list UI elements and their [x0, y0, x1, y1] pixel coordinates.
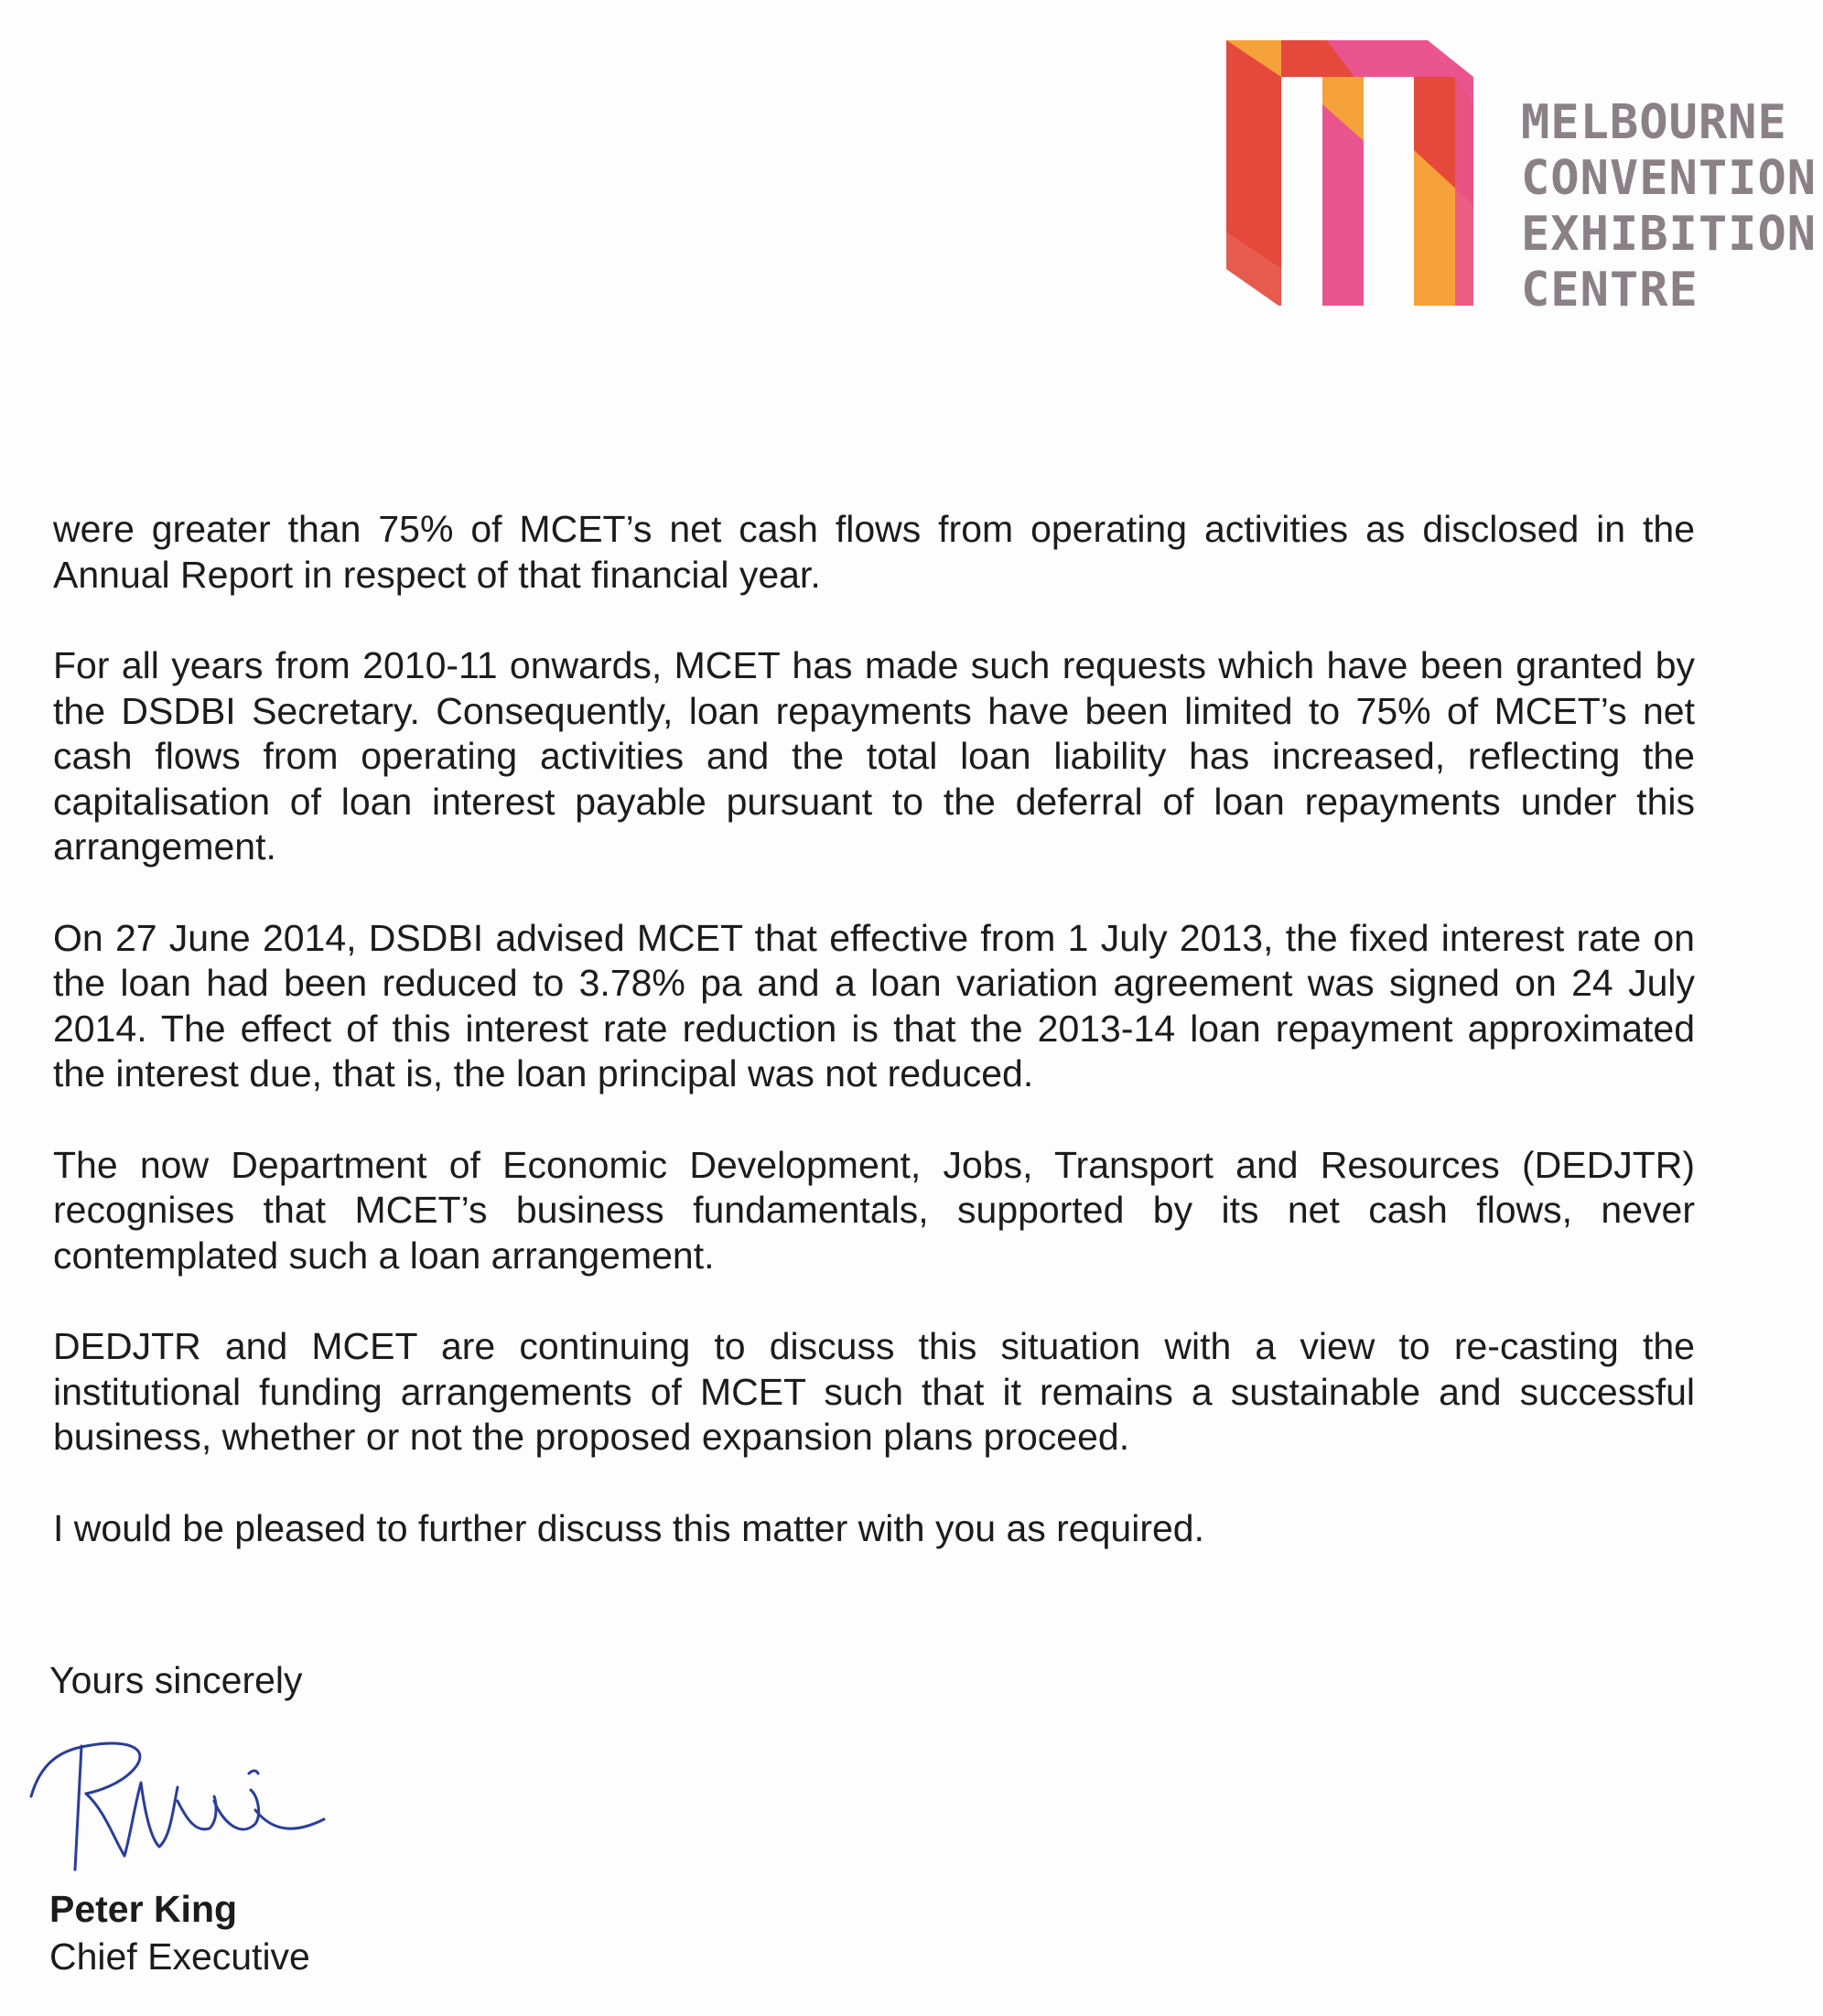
mcec-logo-mark-icon — [1226, 40, 1492, 306]
mcec-logo — [1226, 40, 1818, 318]
paragraph: were greater than 75% of MCET’s net cash flows from operating activities as disclosed in the Annual Report in respect of that financial year. — [53, 508, 1695, 596]
logo-line-1: MELBOURNE — [1521, 95, 1787, 150]
logo-line-4: CENTRE — [1521, 263, 1699, 318]
handwritten-signature-icon — [22, 1709, 351, 1883]
signer-title: Chief Executive — [49, 1935, 310, 1978]
logo-line-3: EXHIBITION — [1521, 207, 1818, 262]
paragraph: On 27 June 2014, DSDBI advised MCET that effective from 1 July 2013, the fixed interest rate on the loan had been reduced to 3.78% pa and a loan variation agreement was signed on 24 July 2014. The effect of this interest rate reduction is that the 2013-14 loan repayment approximated the interest due, that is, the loan principal was not reduced. — [53, 916, 1695, 1094]
logo-line-2: CONVENTION — [1521, 151, 1818, 206]
logo-wordmark — [1521, 95, 1817, 318]
paragraph: I would be pleased to further discuss this matter with you as required. — [53, 1506, 1204, 1549]
paragraph: For all years from 2010-11 onwards, MCET has made such requests which have been granted by the DSDBI Secretary. Consequently, loan repayments have been limited to 75% of MCET’s net cash flows from operating activities and the total loan liability has increased, reflecting the capitalisation of loan interest payable pursuant to the deferral of loan repayments under this arrangement. — [53, 644, 1695, 868]
paragraph: The now Department of Economic Development, Jobs, Transport and Resources (DEDJTR) recognises that MCET’s business fundamentals, supported by its net cash flows, never contemplated such a loan arrangement. — [53, 1143, 1695, 1277]
signer-block — [49, 1885, 310, 1980]
closing-salutation: Yours sincerely — [49, 1659, 303, 1701]
signer-name: Peter King — [49, 1888, 238, 1930]
letter-body — [53, 507, 1695, 1597]
paragraph: DEDJTR and MCET are continuing to discuss this situation with a view to re-casting the institutional funding arrangements of MCET such that it remains a sustainable and successful business, whether or not the proposed expansion plans proceed. — [53, 1325, 1695, 1458]
